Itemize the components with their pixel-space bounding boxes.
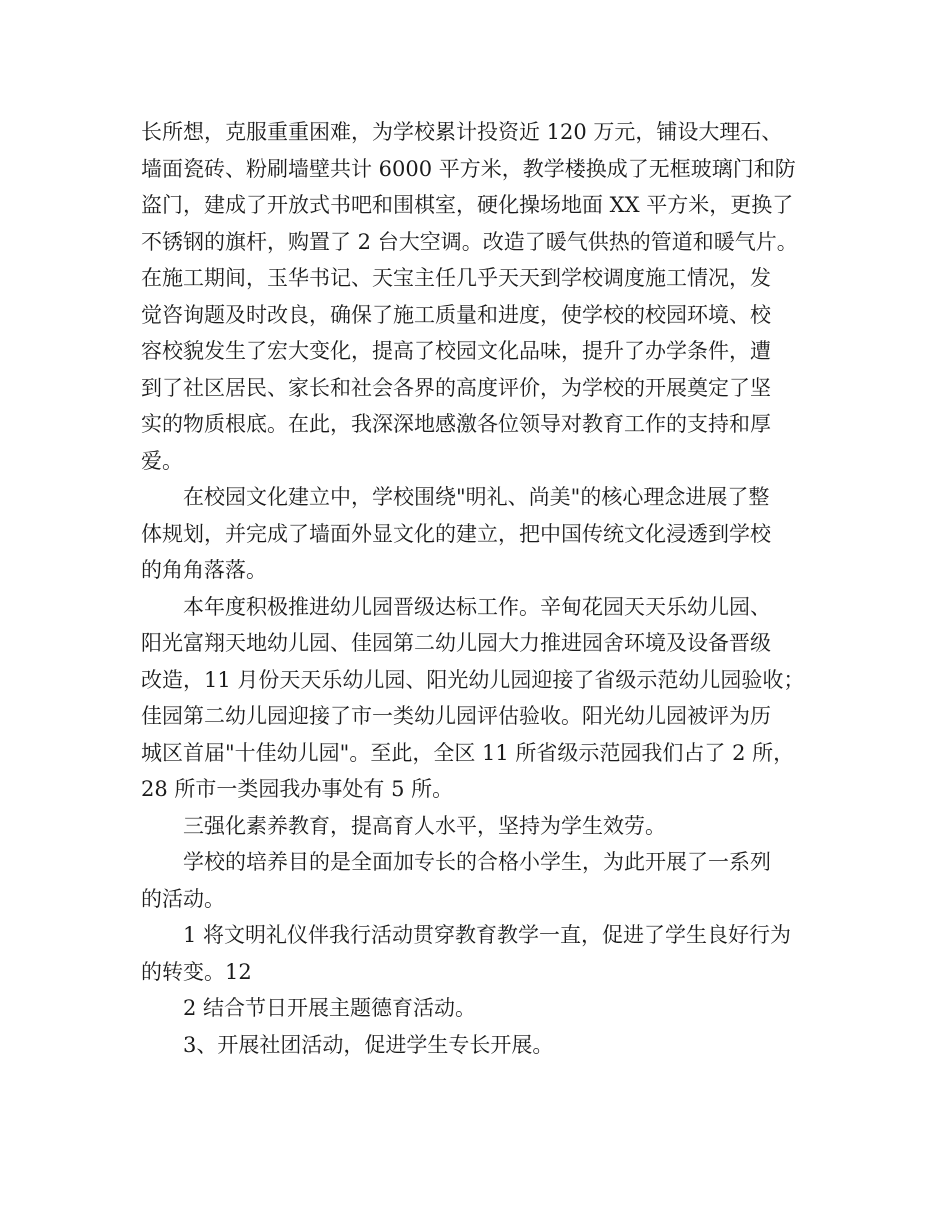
text-line: 改造，11 月份天天乐幼儿园、阳光幼儿园迎接了省级示范幼儿园验收； — [141, 667, 805, 692]
paragraph-4 — [141, 808, 821, 845]
text-line: 本年度积极推进幼儿园晋级达标工作。辛甸花园天天乐幼儿园、 — [183, 594, 771, 619]
paragraph-6 — [141, 917, 821, 990]
text-line: 学校的培养目的是全面加专长的合格小学生，为此开展了一系列 — [183, 850, 771, 874]
paragraph-7 — [141, 990, 821, 1027]
text-line: 的活动。 — [141, 886, 225, 911]
paragraph-1 — [141, 114, 821, 479]
text-line: 觉咨询题及时改良，确保了施工质量和进度，使学校的校园环境、校 — [141, 302, 771, 327]
text-line: 阳光富翔天地幼儿园、佳园第二幼儿园大力推进园舍环境及设备晋级 — [141, 631, 771, 655]
text-line: 长所想，克服重重困难，为学校累计投资近 120 万元，铺设大理石、 — [141, 120, 783, 144]
text-line: 在校园文化建立中，学校围绕"明礼、尚美"的核心理念进展了整 — [183, 485, 770, 509]
text-line: 佳园第二幼儿园迎接了市一类幼儿园评估验收。阳光幼儿园被评为历 — [141, 704, 771, 728]
list-item: 1 将文明礼仪伴我行活动贯穿教育教学一直，促进了学生良好行为 — [183, 923, 792, 947]
paragraph-2 — [141, 479, 821, 589]
text-line: 到了社区居民、家长和社会各界的高度评价，为学校的开展奠定了坚 — [141, 375, 771, 400]
paragraph-3 — [141, 589, 821, 808]
text-line: 28 所市一类园我办事处有 5 所。 — [141, 777, 454, 801]
list-item: 2 结合节日开展主题德育活动。 — [183, 996, 477, 1020]
text-line: 容校貌发生了宏大变化，提高了校园文化品味，提升了办学条件，遭 — [141, 339, 771, 363]
paragraph-8 — [141, 1027, 821, 1064]
section-heading: 三强化素养教育，提高育人水平，坚持为学生效劳。 — [183, 813, 666, 838]
text-line: 爱。 — [141, 448, 183, 473]
text-line: 不锈钢的旗杆，购置了 2 台大空调。改造了暖气供热的管道和暖气片。 — [141, 229, 798, 254]
text-line: 墙面瓷砖、粉刷墙壁共计 6000 平方米，教学楼换成了无框玻璃门和防 — [141, 156, 796, 181]
text-line: 的角角落落。 — [141, 558, 267, 582]
text-line: 体规划，并完成了墙面外显文化的建立，把中国传统文化浸透到学校 — [141, 521, 771, 546]
text-line: 的转变。12 — [141, 959, 252, 984]
list-item: 3、开展社团活动，促进学生专长开展。 — [183, 1032, 554, 1057]
text-line: 在施工期间，玉华书记、天宝主任几乎天天到学校调度施工情况，发 — [141, 266, 771, 290]
paragraph-5 — [141, 844, 821, 917]
document-body — [141, 114, 821, 1063]
text-line: 实的物质根底。在此，我深深地感激各位领导对教育工作的支持和厚 — [141, 412, 771, 436]
text-line: 城区首届"十佳幼儿园"。至此，全区 11 所省级示范园我们占了 2 所， — [141, 740, 795, 765]
text-line: 盗门，建成了开放式书吧和围棋室，硬化操场地面 XX 平方米，更换了 — [141, 193, 794, 217]
